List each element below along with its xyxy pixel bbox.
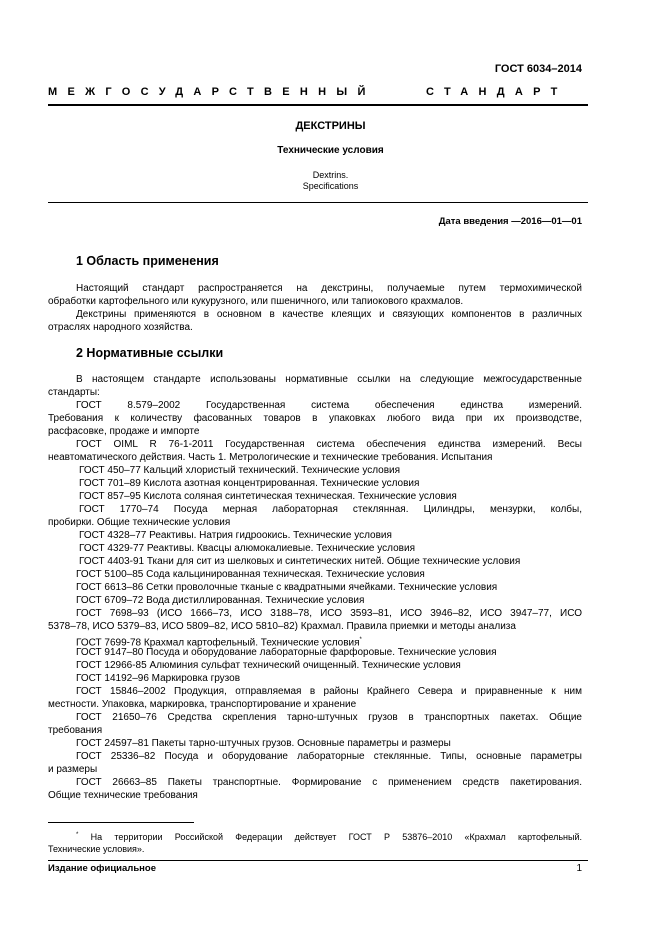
footnote-marker: * (76, 832, 79, 838)
reference-line: ГОСТ 21650–76 Средства скрепления тарно-штучных грузов в транспортных пакетах. Общие (76, 712, 582, 723)
footnote-line-2: Технические условия». (48, 844, 145, 854)
reference-line: ГОСТ OIML R 76-1-2011 Государственная система обеспечения единства измерений. Весы (76, 439, 582, 450)
document-subtitle: Технические условия (277, 145, 384, 156)
footnote (48, 829, 582, 855)
reference-line: ГОСТ 8.579–2002 Государственная система обеспечения единства измерений. (76, 400, 582, 411)
reference-line: ГОСТ 7698–93 (ИСО 1666–73, ИСО 3188–78, ИСО 3593–81, ИСО 3946–82, ИСО 3947–77, ИСО (76, 608, 582, 619)
reference-line: ГОСТ 4329-77 Реактивы. Квасцы алюмокалиевые. Технические условия (79, 543, 415, 554)
reference-line: Общие технические требования (48, 790, 198, 801)
english-title: Dextrins. (312, 170, 349, 180)
reference-line: 5378–78, ИСО 5379–83, ИСО 5809–82, ИСО 5810–82) Крахмал. Правила приемки и методы анализа (48, 621, 516, 632)
reference-line: и размеры (48, 764, 98, 775)
section-1-paragraph-1-line-1: Настоящий стандарт распространяется на декстрины, получаемые путем термохимической (76, 283, 582, 294)
reference-line: ГОСТ 701–89 Кислота азотная концентрированная. Технические условия (79, 478, 420, 489)
english-subtitle: Specifications (302, 181, 359, 191)
interstate-standard-banner (48, 86, 588, 98)
section-2-intro-line-1: В настоящем стандарте использованы нормативные ссылки на следующие межгосударственные (76, 374, 582, 385)
section-2-heading: 2 Нормативные ссылки (76, 346, 224, 360)
reference-line: ГОСТ 6613–86 Сетки проволочные тканые с квадратными ячейками. Технические условия (76, 582, 498, 593)
reference-line: пробирки. Общие технические условия (48, 517, 231, 528)
footnote-text: На территории Российской Федерации действует ГОСТ Р 53876–2010 «Крахмал картофельный. (90, 832, 582, 842)
header-divider (48, 104, 588, 106)
footer-divider (48, 860, 588, 861)
reference-line: ГОСТ 14192–96 Маркировка грузов (76, 673, 241, 684)
reference-text: ГОСТ 7699-78 Крахмал картофельный. Технические условия (76, 637, 360, 649)
title-divider (48, 202, 588, 203)
edition-label: Издание официальное (48, 863, 156, 874)
section-1-paragraph-2-line-1: Декстрины применяются в основном в качестве клеящих и связующих компонентов в различных (76, 309, 582, 320)
footnote-divider (48, 822, 194, 823)
introduction-date: Дата введения —2016—01—01 (438, 216, 582, 227)
section-1-paragraph-1-line-2: обработки картофельного или кукурузного, или пшеничного, или тапиокового крахмалов. (48, 296, 464, 307)
footnote-marker: * (359, 637, 362, 643)
reference-line: ГОСТ 450–77 Кальций хлористый технический. Технические условия (79, 465, 401, 476)
reference-line: ГОСТ 12966-85 Алюминия сульфат технический очищенный. Технические условия (76, 660, 461, 671)
reference-line: ГОСТ 26663–85 Пакеты транспортные. Формирование с применением средств пакетирования. (76, 777, 582, 788)
reference-line: расфасовке, продаже и импорте (48, 426, 200, 437)
reference-line: ГОСТ 857–95 Кислота соляная синтетическая техническая. Технические условия (79, 491, 457, 502)
reference-line: ГОСТ 15846–2002 Продукция, отправляемая в районы Крайнего Севера и приравненные к ним (76, 686, 582, 697)
section-1-heading: 1 Область применения (76, 254, 219, 268)
reference-line: требования (48, 725, 103, 736)
reference-line: ГОСТ 4328–77 Реактивы. Натрия гидроокись. Технические условия (79, 530, 392, 541)
reference-line: ГОСТ 6709–72 Вода дистиллированная. Технические условия (76, 595, 365, 606)
reference-line: местности. Упаковка, маркировка, транспортирование и хранение (48, 699, 357, 710)
section-1-paragraph-2-line-2: отраслях народного хозяйства. (48, 322, 193, 333)
interstate-word: МЕЖГОСУДАРСТВЕННЫЙ (48, 86, 376, 98)
page-number: 1 (576, 863, 582, 874)
reference-line: ГОСТ 5100–85 Сода кальцинированная техническая. Технические условия (76, 569, 425, 580)
reference-line: неавтоматического действия. Часть 1. Метрологические и технические требования. Испытания (48, 452, 493, 463)
reference-line: ГОСТ 9147–80 Посуда и оборудование лабораторные фарфоровые. Технические условия (76, 647, 497, 658)
standard-word: СТАНДАРТ (426, 86, 568, 98)
section-2-intro-line-2: стандарты: (48, 387, 100, 398)
reference-line: ГОСТ 4403-91 Ткани для сит из шелковых и синтетических нитей. Общие технические условия (79, 556, 521, 567)
reference-line: ГОСТ 24597–81 Пакеты тарно-штучных грузов. Основные параметры и размеры (76, 738, 451, 749)
document-title: ДЕКСТРИНЫ (295, 120, 366, 132)
reference-line: Требования к количеству фасованных товаров в упаковках любого вида при их производстве, (48, 413, 582, 424)
reference-line: ГОСТ 25336–82 Посуда и оборудование лабораторные стеклянные. Типы, основные параметры (76, 751, 582, 762)
document-number: ГОСТ 6034–2014 (494, 63, 582, 75)
footnote-line-1 (48, 829, 582, 843)
reference-line: ГОСТ 1770–74 Посуда мерная лабораторная стеклянная. Цилиндры, мензурки, колбы, (79, 504, 582, 515)
